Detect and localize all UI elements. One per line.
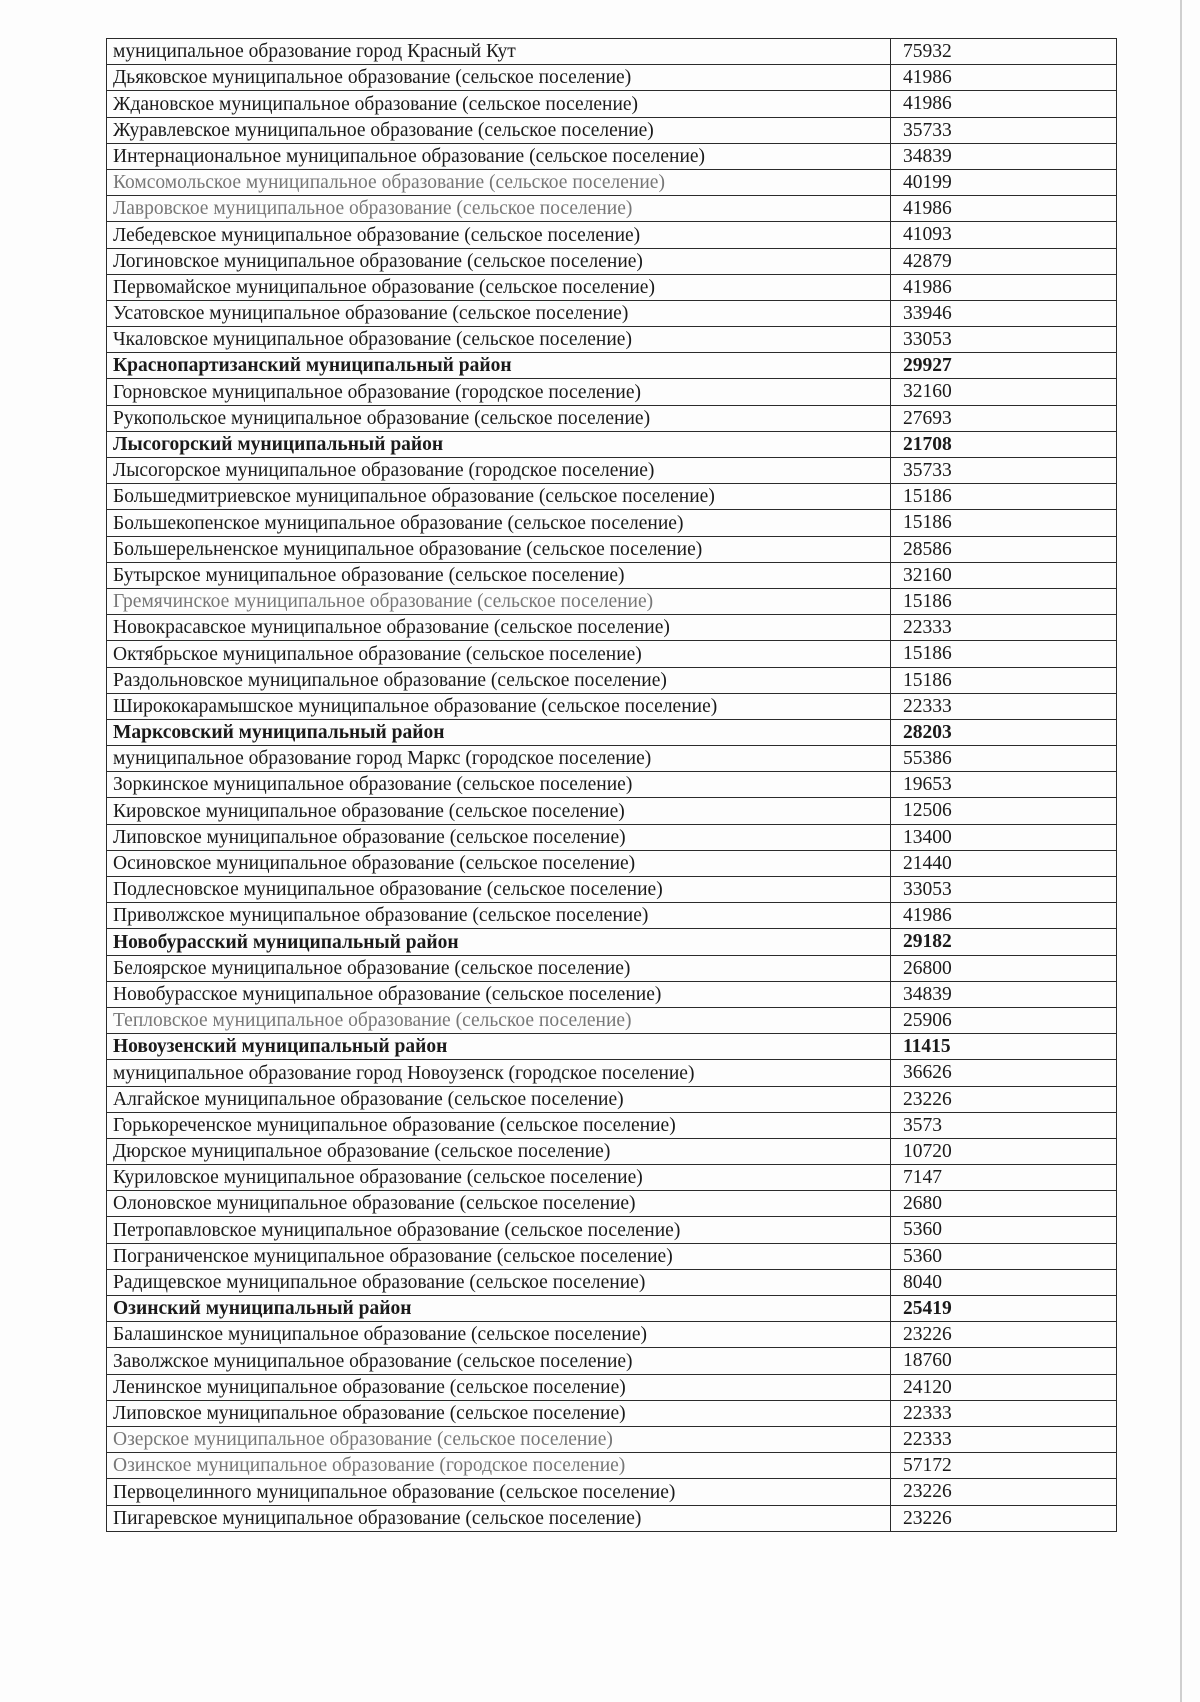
municipality-name-cell: Комсомольское муниципальное образование (сельское поселение) [107, 169, 891, 195]
table-row [107, 458, 1117, 484]
table-row [107, 196, 1117, 222]
municipality-name-cell: Приволжское муниципальное образование (сельское поселение) [107, 903, 891, 929]
municipality-name-cell: Новокрасавское муниципальное образование (сельское поселение) [107, 615, 891, 641]
municipality-name-cell: Ждановское муниципальное образование (сельское поселение) [107, 91, 891, 117]
value-cell: 19653 [891, 772, 1117, 798]
value-cell: 22333 [891, 1426, 1117, 1452]
table-row [107, 1191, 1117, 1217]
value-cell: 13400 [891, 824, 1117, 850]
municipality-name-cell: Рукопольское муниципальное образование (сельское поселение) [107, 405, 891, 431]
table-row [107, 824, 1117, 850]
table-row [107, 1086, 1117, 1112]
table-row [107, 1374, 1117, 1400]
table-row [107, 903, 1117, 929]
municipality-name-cell: Тепловское муниципальное образование (сельское поселение) [107, 1007, 891, 1033]
district-name-cell: Краснопартизанский муниципальный район [107, 353, 891, 379]
table-row [107, 955, 1117, 981]
district-row [107, 431, 1117, 457]
table-row [107, 1243, 1117, 1269]
municipality-name-cell: Балашинское муниципальное образование (сельское поселение) [107, 1322, 891, 1348]
table-body [107, 39, 1117, 1532]
municipality-name-cell: Алгайское муниципальное образование (сельское поселение) [107, 1086, 891, 1112]
municipality-name-cell: муниципальное образование город Маркс (городское поселение) [107, 746, 891, 772]
value-cell: 26800 [891, 955, 1117, 981]
table-row [107, 1007, 1117, 1033]
table-row [107, 484, 1117, 510]
district-name-cell: Новобурасский муниципальный район [107, 929, 891, 955]
table-row [107, 798, 1117, 824]
scan-edge [1180, 0, 1182, 1702]
table-row [107, 536, 1117, 562]
municipality-name-cell: Раздольновское муниципальное образование (сельское поселение) [107, 667, 891, 693]
district-row [107, 353, 1117, 379]
municipality-name-cell: Горновское муниципальное образование (городское поселение) [107, 379, 891, 405]
municipality-name-cell: Бутырское муниципальное образование (сельское поселение) [107, 562, 891, 588]
municipality-name-cell: Озинское муниципальное образование (городское поселение) [107, 1453, 891, 1479]
municipality-name-cell: Лебедевское муниципальное образование (сельское поселение) [107, 222, 891, 248]
municipality-name-cell: Петропавловское муниципальное образование (сельское поселение) [107, 1217, 891, 1243]
table-row [107, 248, 1117, 274]
municipality-name-cell: муниципальное образование город Новоузенск (городское поселение) [107, 1060, 891, 1086]
municipality-name-cell: Журавлевское муниципальное образование (сельское поселение) [107, 117, 891, 143]
value-cell: 55386 [891, 746, 1117, 772]
value-cell: 23226 [891, 1322, 1117, 1348]
table-row [107, 1112, 1117, 1138]
municipality-name-cell: Усатовское муниципальное образование (сельское поселение) [107, 300, 891, 326]
table-row [107, 667, 1117, 693]
municipality-name-cell: Первоцелинного муниципальное образование (сельское поселение) [107, 1479, 891, 1505]
municipality-name-cell: Пограниченское муниципальное образование (сельское поселение) [107, 1243, 891, 1269]
value-cell: 3573 [891, 1112, 1117, 1138]
value-cell: 18760 [891, 1348, 1117, 1374]
value-cell: 23226 [891, 1086, 1117, 1112]
value-cell: 33053 [891, 327, 1117, 353]
municipality-name-cell: Лысогорское муниципальное образование (городское поселение) [107, 458, 891, 484]
municipality-name-cell: Чкаловское муниципальное образование (сельское поселение) [107, 327, 891, 353]
value-cell: 27693 [891, 405, 1117, 431]
municipality-name-cell: Куриловское муниципальное образование (сельское поселение) [107, 1165, 891, 1191]
table-row [107, 379, 1117, 405]
district-value-cell: 11415 [891, 1034, 1117, 1060]
value-cell: 23226 [891, 1505, 1117, 1531]
municipality-name-cell: Озерское муниципальное образование (сельское поселение) [107, 1426, 891, 1452]
value-cell: 33946 [891, 300, 1117, 326]
value-cell: 7147 [891, 1165, 1117, 1191]
table-row [107, 1138, 1117, 1164]
district-row [107, 1296, 1117, 1322]
table-row [107, 274, 1117, 300]
value-cell: 21440 [891, 850, 1117, 876]
municipality-name-cell: Кировское муниципальное образование (сельское поселение) [107, 798, 891, 824]
municipality-name-cell: Липовское муниципальное образование (сельское поселение) [107, 824, 891, 850]
value-cell: 22333 [891, 615, 1117, 641]
table-row [107, 641, 1117, 667]
district-row [107, 719, 1117, 745]
value-cell: 10720 [891, 1138, 1117, 1164]
table-row [107, 117, 1117, 143]
municipality-name-cell: Горькореченское муниципальное образование (сельское поселение) [107, 1112, 891, 1138]
municipality-name-cell: Большекопенское муниципальное образование (сельское поселение) [107, 510, 891, 536]
municipality-name-cell: Дюрское муниципальное образование (сельское поселение) [107, 1138, 891, 1164]
value-cell: 22333 [891, 1400, 1117, 1426]
value-cell: 15186 [891, 484, 1117, 510]
table-row [107, 1505, 1117, 1531]
table-row [107, 1400, 1117, 1426]
table-row [107, 222, 1117, 248]
municipality-name-cell: Зоркинское муниципальное образование (сельское поселение) [107, 772, 891, 798]
municipality-name-cell: Ленинское муниципальное образование (сельское поселение) [107, 1374, 891, 1400]
table-row [107, 39, 1117, 65]
municipality-name-cell: Новобурасское муниципальное образование (сельское поселение) [107, 981, 891, 1007]
municipality-name-cell: Белоярское муниципальное образование (сельское поселение) [107, 955, 891, 981]
value-cell: 24120 [891, 1374, 1117, 1400]
table-row [107, 877, 1117, 903]
table-row [107, 1165, 1117, 1191]
value-cell: 15186 [891, 510, 1117, 536]
municipality-name-cell: Логиновское муниципальное образование (сельское поселение) [107, 248, 891, 274]
table-row [107, 1269, 1117, 1295]
value-cell: 57172 [891, 1453, 1117, 1479]
municipality-name-cell: Подлесновское муниципальное образование (сельское поселение) [107, 877, 891, 903]
municipality-name-cell: Липовское муниципальное образование (сельское поселение) [107, 1400, 891, 1426]
value-cell: 75932 [891, 39, 1117, 65]
value-cell: 35733 [891, 458, 1117, 484]
value-cell: 12506 [891, 798, 1117, 824]
district-name-cell: Марксовский муниципальный район [107, 719, 891, 745]
table-row [107, 1479, 1117, 1505]
municipal-data-table [106, 38, 1117, 1532]
value-cell: 22333 [891, 693, 1117, 719]
municipality-name-cell: Дьяковское муниципальное образование (сельское поселение) [107, 65, 891, 91]
table-row [107, 1217, 1117, 1243]
municipality-name-cell: Заволжское муниципальное образование (сельское поселение) [107, 1348, 891, 1374]
table-row [107, 1348, 1117, 1374]
value-cell: 5360 [891, 1217, 1117, 1243]
value-cell: 41093 [891, 222, 1117, 248]
value-cell: 32160 [891, 379, 1117, 405]
value-cell: 33053 [891, 877, 1117, 903]
value-cell: 35733 [891, 117, 1117, 143]
table-row [107, 510, 1117, 536]
table-row [107, 615, 1117, 641]
municipality-name-cell: Пигаревское муниципальное образование (сельское поселение) [107, 1505, 891, 1531]
value-cell: 41986 [891, 196, 1117, 222]
municipality-name-cell: Гремячинское муниципальное образование (сельское поселение) [107, 588, 891, 614]
value-cell: 15186 [891, 641, 1117, 667]
district-value-cell: 25419 [891, 1296, 1117, 1322]
table-row [107, 143, 1117, 169]
district-value-cell: 29927 [891, 353, 1117, 379]
table-row [107, 1453, 1117, 1479]
municipality-name-cell: Большедмитриевское муниципальное образование (сельское поселение) [107, 484, 891, 510]
value-cell: 5360 [891, 1243, 1117, 1269]
value-cell: 40199 [891, 169, 1117, 195]
value-cell: 42879 [891, 248, 1117, 274]
district-name-cell: Новоузенский муниципальный район [107, 1034, 891, 1060]
district-row [107, 929, 1117, 955]
municipality-name-cell: Октябрьское муниципальное образование (сельское поселение) [107, 641, 891, 667]
table-row [107, 1322, 1117, 1348]
table-row [107, 91, 1117, 117]
municipality-name-cell: Лавровское муниципальное образование (сельское поселение) [107, 196, 891, 222]
table-row [107, 772, 1117, 798]
municipality-name-cell: Осиновское муниципальное образование (сельское поселение) [107, 850, 891, 876]
table-row [107, 850, 1117, 876]
table-row [107, 746, 1117, 772]
table-row [107, 405, 1117, 431]
value-cell: 36626 [891, 1060, 1117, 1086]
municipality-name-cell: Первомайское муниципальное образование (сельское поселение) [107, 274, 891, 300]
district-row [107, 1034, 1117, 1060]
value-cell: 15186 [891, 667, 1117, 693]
municipality-name-cell: Радищевское муниципальное образование (сельское поселение) [107, 1269, 891, 1295]
table-row [107, 981, 1117, 1007]
table-row [107, 65, 1117, 91]
district-name-cell: Лысогорский муниципальный район [107, 431, 891, 457]
value-cell: 34839 [891, 143, 1117, 169]
table-row [107, 300, 1117, 326]
municipality-name-cell: муниципальное образование город Красный Кут [107, 39, 891, 65]
value-cell: 34839 [891, 981, 1117, 1007]
value-cell: 41986 [891, 903, 1117, 929]
table-row [107, 327, 1117, 353]
table-row [107, 1060, 1117, 1086]
municipality-name-cell: Интернациональное муниципальное образование (сельское поселение) [107, 143, 891, 169]
table-row [107, 562, 1117, 588]
value-cell: 32160 [891, 562, 1117, 588]
table-row [107, 693, 1117, 719]
value-cell: 41986 [891, 91, 1117, 117]
value-cell: 25906 [891, 1007, 1117, 1033]
municipality-name-cell: Олоновское муниципальное образование (сельское поселение) [107, 1191, 891, 1217]
district-value-cell: 28203 [891, 719, 1117, 745]
value-cell: 2680 [891, 1191, 1117, 1217]
table-row [107, 1426, 1117, 1452]
value-cell: 23226 [891, 1479, 1117, 1505]
district-name-cell: Озинский муниципальный район [107, 1296, 891, 1322]
district-value-cell: 29182 [891, 929, 1117, 955]
municipality-name-cell: Ширококарамышское муниципальное образование (сельское поселение) [107, 693, 891, 719]
value-cell: 28586 [891, 536, 1117, 562]
value-cell: 41986 [891, 274, 1117, 300]
value-cell: 41986 [891, 65, 1117, 91]
district-value-cell: 21708 [891, 431, 1117, 457]
table-row [107, 169, 1117, 195]
value-cell: 15186 [891, 588, 1117, 614]
municipality-name-cell: Большерельненское муниципальное образование (сельское поселение) [107, 536, 891, 562]
table-row [107, 588, 1117, 614]
value-cell: 8040 [891, 1269, 1117, 1295]
